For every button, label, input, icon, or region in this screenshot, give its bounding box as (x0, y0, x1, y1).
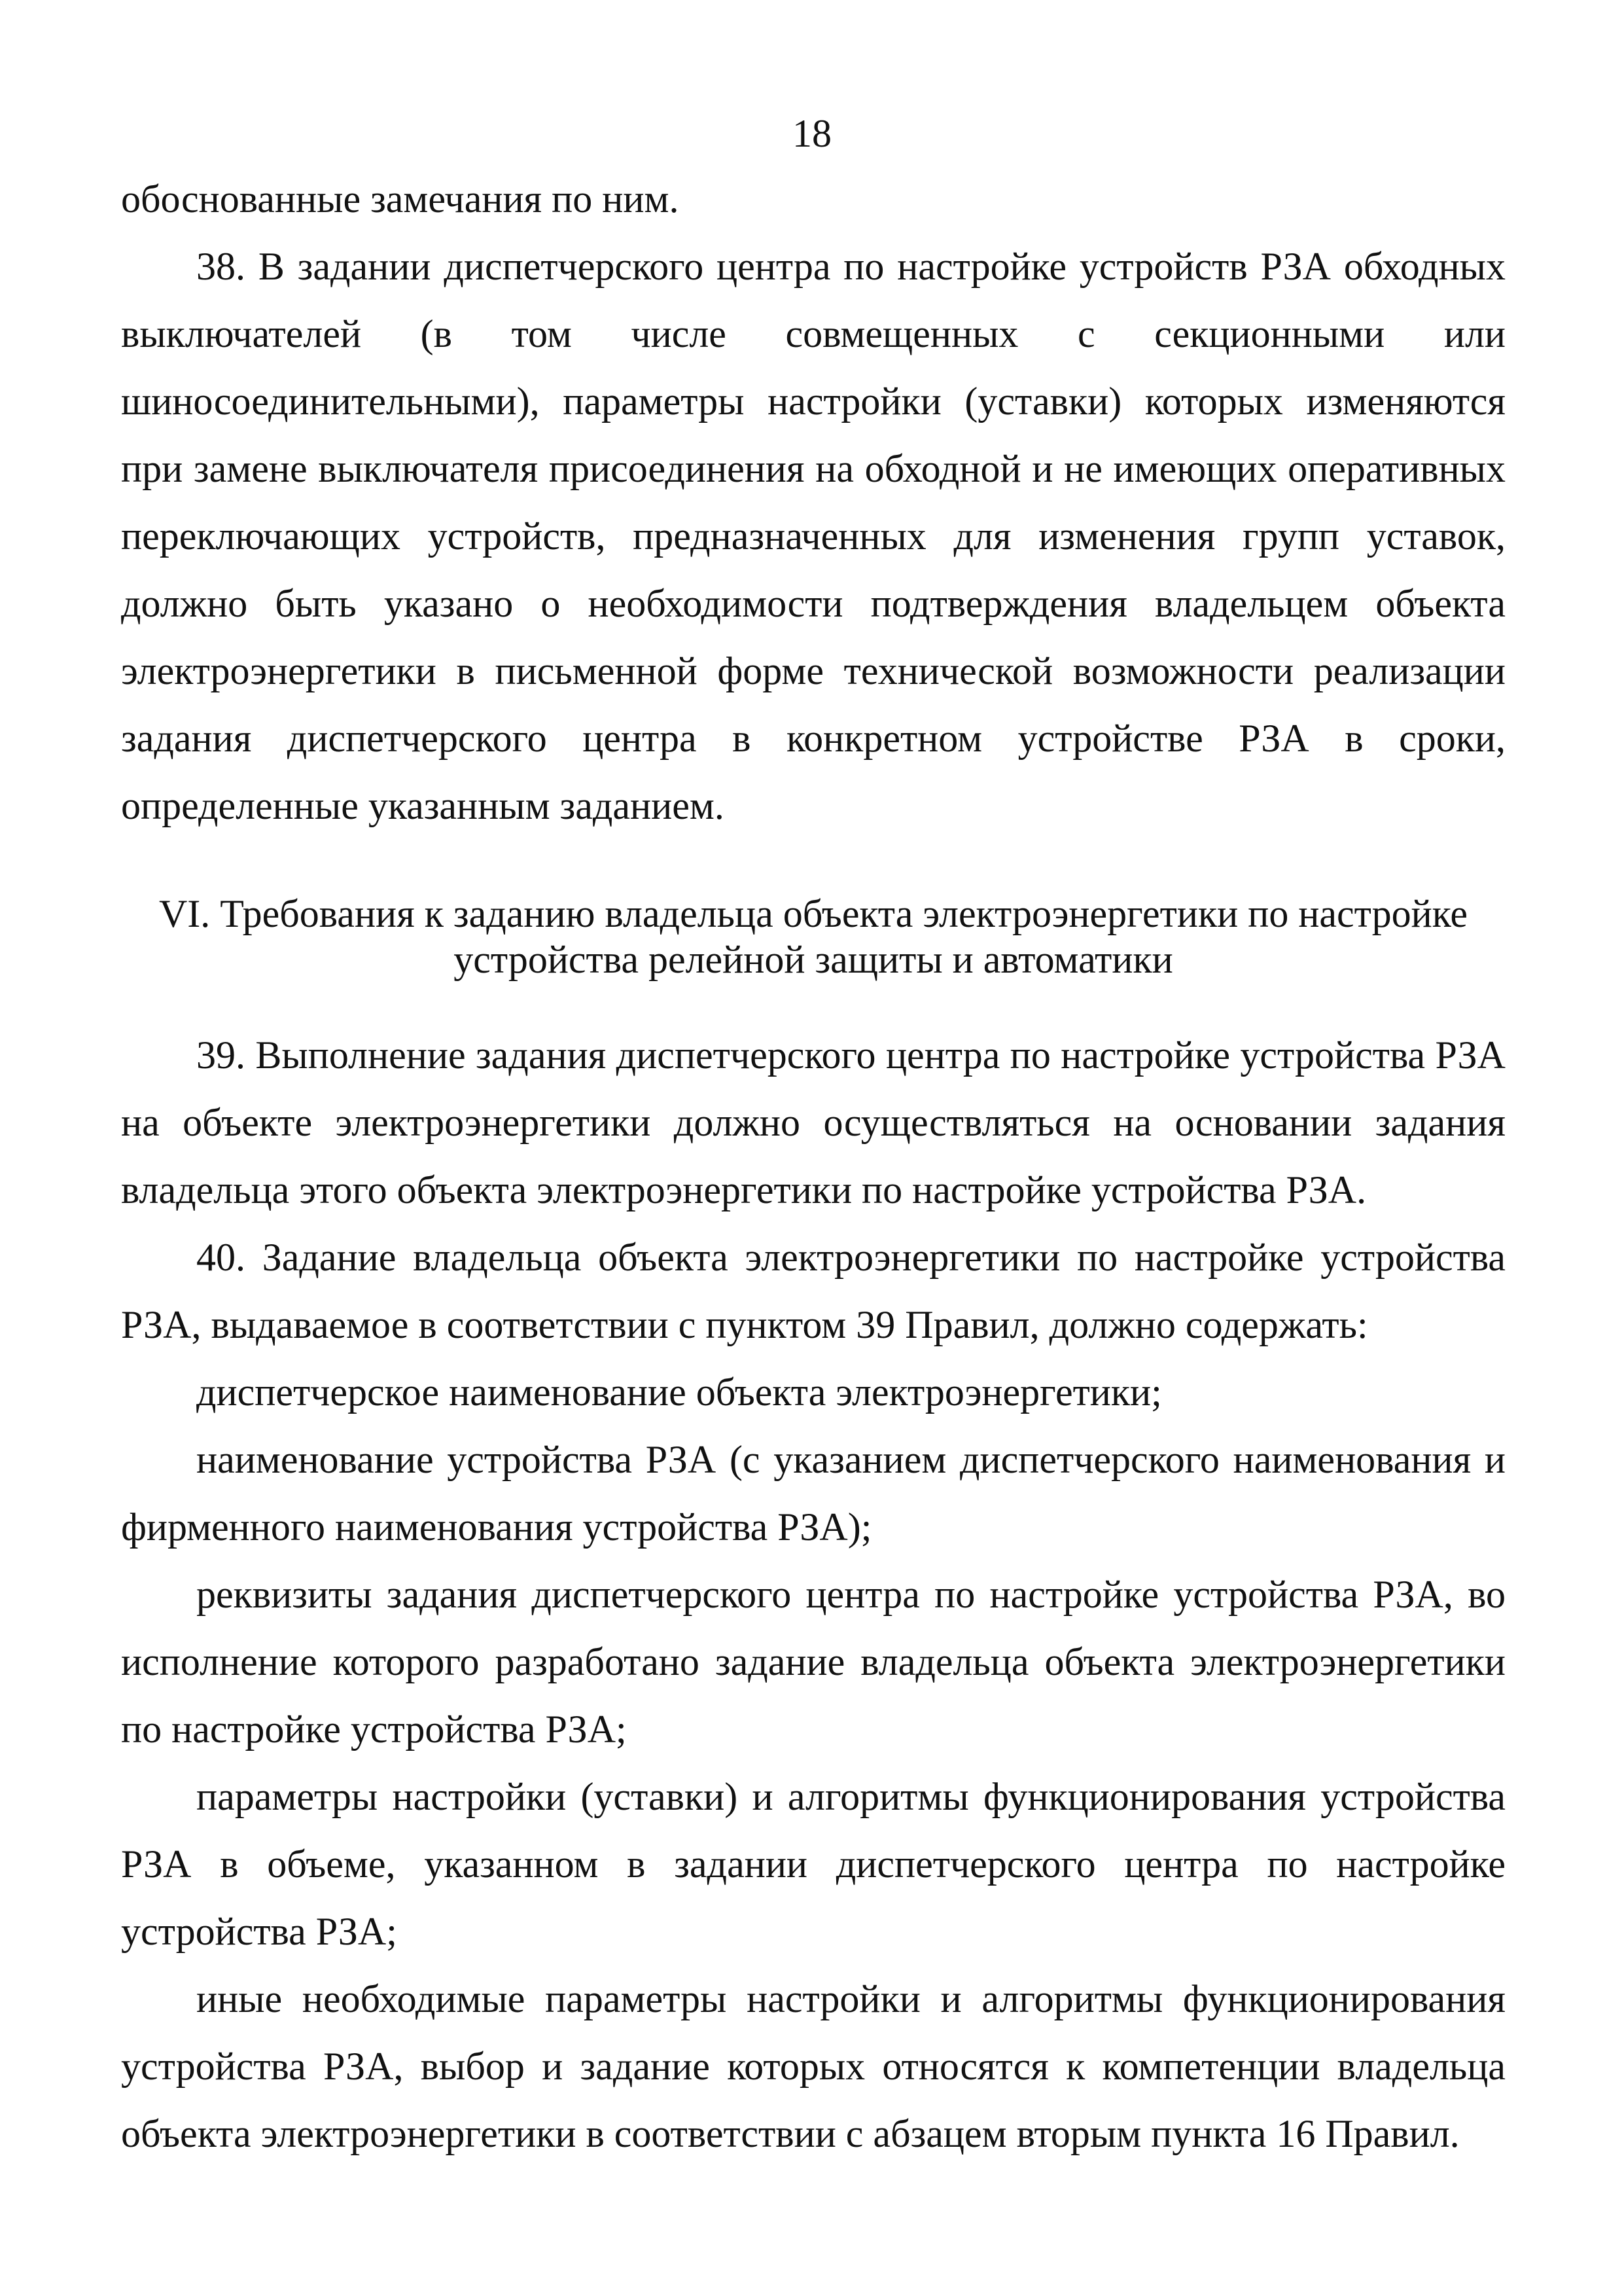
paragraph-40: 40. Задание владельца объекта электроэнергетики по настройке устройства РЗА, выдаваемое в соответствии с пунктом 39 Правил, должно содержать: (121, 1236, 1506, 1346)
paragraph-39: 39. Выполнение задания диспетчерского центра по настройке устройства РЗА на объекте электроэнергетики должно осуществляться на основании задания владельца этого объекта электроэнергетики по настройке устройства РЗА. (121, 1033, 1506, 1211)
section-heading-line-1: VI. Требования к заданию владельца объекта электроэнергетики по настройке (158, 892, 1468, 935)
list-item-dispatch-name: диспетчерское наименование объекта электроэнергетики; (196, 1371, 1162, 1414)
list-item-other-parameters: иные необходимые параметры настройки и алгоритмы функционирования устройства РЗА, выбор и задание которых относятся к компетенции владельца объекта электроэнергетики в соответствии с абзацем вторым пункта 16 Правил. (121, 1977, 1506, 2155)
paragraph-38: 38. В задании диспетчерского центра по настройке устройств РЗА обходных выключателей (в том числе совмещенных с секционными или шиносоединительными), параметры настройки (уставки) которых изменяются при замене выключателя присоединения на обходной и не имеющих оперативных переключающих устройств, предназначенных для изменения групп уставок, должно быть указано о необходимости подтверждения владельцем объекта электроэнергетики в письменной форме технической возможности реализации задания диспетчерского центра в конкретном устройстве РЗА в сроки, определенные указанным заданием. (121, 245, 1506, 827)
page-number: 18 (792, 112, 832, 155)
list-item-device-name: наименование устройства РЗА (с указанием диспетчерского наименования и фирменного наименования устройства РЗА); (121, 1438, 1506, 1549)
paragraph-continuation: обоснованные замечания по ним. (121, 177, 679, 221)
section-heading-vi (121, 891, 1506, 982)
list-item-task-details: реквизиты задания диспетчерского центра по настройке устройства РЗА, во исполнение которого разработано задание владельца объекта электроэнергетики по настройке устройства РЗА; (121, 1573, 1506, 1751)
document-body (121, 166, 1506, 2168)
section-heading-line-2: устройства релейной защиты и автоматики (453, 938, 1173, 981)
list-item-settings-parameters: параметры настройки (уставки) и алгоритмы функционирования устройства РЗА в объеме, указанном в задании диспетчерского центра по настройке устройства РЗА; (121, 1775, 1506, 1953)
